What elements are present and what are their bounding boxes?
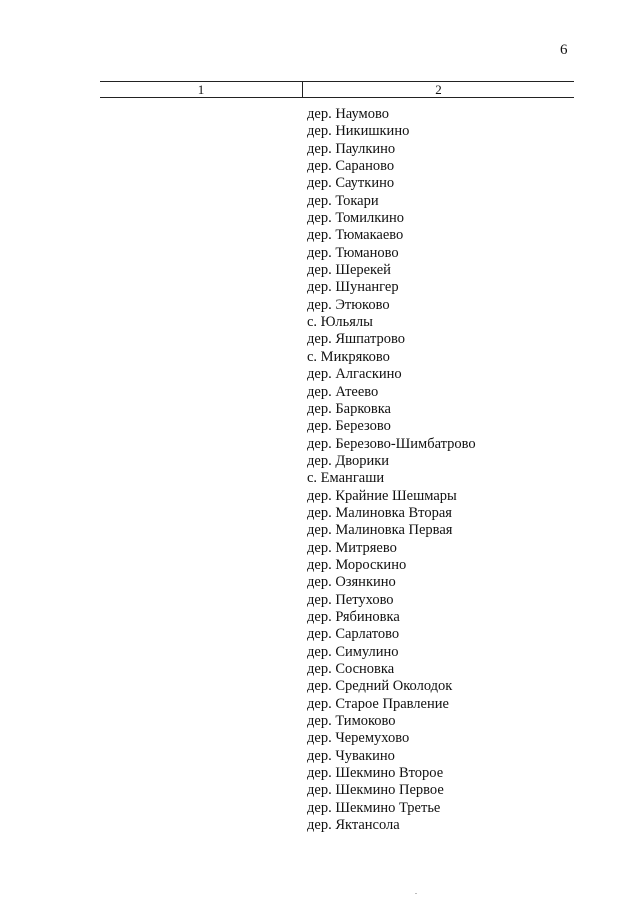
settlement-entry: дер. Малиновка Вторая	[307, 504, 452, 521]
settlement-entry: дер. Яшпатрово	[307, 331, 405, 348]
settlement-entry: дер. Малиновка Первая	[307, 522, 453, 539]
settlement-entry: с. Юльялы	[307, 314, 373, 331]
settlement-entry: дер. Барковка	[307, 400, 391, 417]
settlement-entry: дер. Черемухово	[307, 730, 410, 747]
settlement-entry: дер. Шекмино Третье	[307, 799, 441, 816]
settlement-entry: дер. Средний Околодок	[307, 678, 453, 695]
settlement-entry: дер. Никишкино	[307, 123, 410, 140]
settlement-entry: дер. Шекмино Первое	[307, 782, 444, 799]
settlement-entry: дер. Дворики	[307, 452, 390, 469]
settlement-entry: дер. Мороскино	[307, 556, 407, 573]
settlement-entry: дер. Токари	[307, 192, 379, 209]
settlement-entry: дер. Рябиновка	[307, 608, 400, 625]
settlement-entry: с. Микряково	[307, 348, 390, 365]
settlement-entry: дер. Чувакино	[307, 747, 395, 764]
settlement-entry: дер. Шекмино Второе	[307, 765, 444, 782]
settlement-entry: дер. Озянкино	[307, 574, 396, 591]
settlement-entry: дер. Тюмакаево	[307, 227, 404, 244]
settlement-entry: дер. Яктансола	[307, 817, 400, 834]
page-number: 6	[560, 42, 568, 58]
settlement-entry: дер. Березово-Шимбатрово	[307, 435, 476, 452]
settlement-entry: дер. Тюманово	[307, 244, 399, 261]
settlement-entry: дер. Петухово	[307, 591, 394, 608]
settlement-entry: дер. Атеево	[307, 383, 379, 400]
scan-speck	[415, 893, 417, 894]
settlement-entry: дер. Шунангер	[307, 279, 399, 296]
settlement-entry: дер. Сауткино	[307, 175, 395, 192]
settlement-list	[307, 106, 476, 834]
table-header-row	[100, 81, 574, 98]
settlement-entry: дер. Наумово	[307, 106, 389, 122]
settlement-entry: дер. Томилкино	[307, 210, 405, 227]
settlement-entry: дер. Березово	[307, 418, 391, 435]
settlement-entry: дер. Крайние Шешмары	[307, 487, 457, 504]
settlement-entry: дер. Сосновка	[307, 661, 395, 677]
settlement-entry: дер. Симулино	[307, 643, 399, 660]
settlement-entry: дер. Алгаскино	[307, 366, 402, 383]
settlement-entry: дер. Сарлатово	[307, 626, 400, 643]
settlement-entry: дер. Паулкино	[307, 140, 396, 157]
settlement-entry: с. Емангаши	[307, 470, 385, 487]
settlement-entry: дер. Этюково	[307, 296, 390, 313]
settlement-entry: дер. Сараново	[307, 158, 395, 175]
settlement-entry: дер. Шерекей	[307, 262, 391, 279]
settlement-entry: дер. Митряево	[307, 539, 397, 556]
column-1-header: 1	[100, 82, 303, 97]
column-2-header: 2	[435, 82, 442, 97]
settlement-entry: дер. Тимоково	[307, 713, 396, 730]
settlement-entry: дер. Старое Правление	[307, 695, 449, 712]
